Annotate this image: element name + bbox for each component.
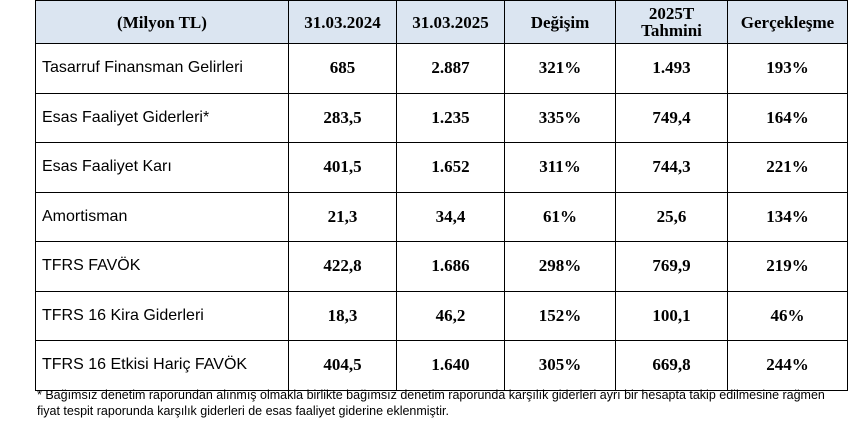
row-label: Esas Faaliyet Karı: [36, 143, 289, 193]
table-row: [36, 242, 848, 292]
table-row: [36, 291, 848, 341]
row-label: TFRS 16 Etkisi Hariç FAVÖK: [36, 341, 289, 391]
header-2025t-line1: 2025T: [648, 4, 695, 23]
cell-2025: 1.640: [397, 341, 505, 391]
cell-2025: 46,2: [397, 291, 505, 341]
financial-summary-table: [35, 0, 848, 391]
table-row: [36, 44, 848, 94]
cell-2024: 18,3: [289, 291, 397, 341]
cell-estimate: 25,6: [616, 192, 728, 242]
header-unit: (Milyon TL): [36, 1, 289, 44]
cell-change: 335%: [505, 93, 616, 143]
cell-change: 311%: [505, 143, 616, 193]
table-row: [36, 93, 848, 143]
row-label: Tasarruf Finansman Gelirleri: [36, 44, 289, 94]
cell-2025: 1.686: [397, 242, 505, 292]
header-date-2025: 31.03.2025: [397, 1, 505, 44]
table-row: [36, 341, 848, 391]
cell-2024: 21,3: [289, 192, 397, 242]
cell-realization: 221%: [728, 143, 848, 193]
table-header-row: [36, 1, 848, 44]
cell-change: 305%: [505, 341, 616, 391]
row-label: Amortisman: [36, 192, 289, 242]
cell-estimate: 100,1: [616, 291, 728, 341]
cell-2024: 685: [289, 44, 397, 94]
cell-realization: 219%: [728, 242, 848, 292]
cell-change: 152%: [505, 291, 616, 341]
header-change: Değişim: [505, 1, 616, 44]
footnote: * Bağımsız denetim raporundan alınmış olmakla birlikte bağımsız denetim raporunda karşılık giderleri ayrı bir hesapta takip edilmesine rağmen fiyat tespit raporunda karşılık giderleri de esas faaliyet giderine eklenmiştir.: [37, 388, 825, 418]
cell-change: 321%: [505, 44, 616, 94]
cell-change: 61%: [505, 192, 616, 242]
header-realization: Gerçekleşme: [728, 1, 848, 44]
cell-estimate: 669,8: [616, 341, 728, 391]
cell-estimate: 769,9: [616, 242, 728, 292]
cell-2025: 2.887: [397, 44, 505, 94]
cell-2024: 404,5: [289, 341, 397, 391]
table-row: [36, 192, 848, 242]
cell-2025: 1.235: [397, 93, 505, 143]
cell-2025: 1.652: [397, 143, 505, 193]
header-2025t-estimate: [616, 1, 728, 44]
cell-change: 298%: [505, 242, 616, 292]
cell-2024: 401,5: [289, 143, 397, 193]
cell-estimate: 1.493: [616, 44, 728, 94]
cell-realization: 134%: [728, 192, 848, 242]
header-date-2024: 31.03.2024: [289, 1, 397, 44]
row-label: Esas Faaliyet Giderleri*: [36, 93, 289, 143]
cell-2024: 283,5: [289, 93, 397, 143]
cell-estimate: 749,4: [616, 93, 728, 143]
row-label: TFRS 16 Kira Giderleri: [36, 291, 289, 341]
cell-2024: 422,8: [289, 242, 397, 292]
cell-2025: 34,4: [397, 192, 505, 242]
row-label: TFRS FAVÖK: [36, 242, 289, 292]
cell-estimate: 744,3: [616, 143, 728, 193]
cell-realization: 193%: [728, 44, 848, 94]
cell-realization: 244%: [728, 341, 848, 391]
cell-realization: 164%: [728, 93, 848, 143]
table-row: [36, 143, 848, 193]
header-2025t-line2: Tahmini: [641, 21, 702, 40]
cell-realization: 46%: [728, 291, 848, 341]
